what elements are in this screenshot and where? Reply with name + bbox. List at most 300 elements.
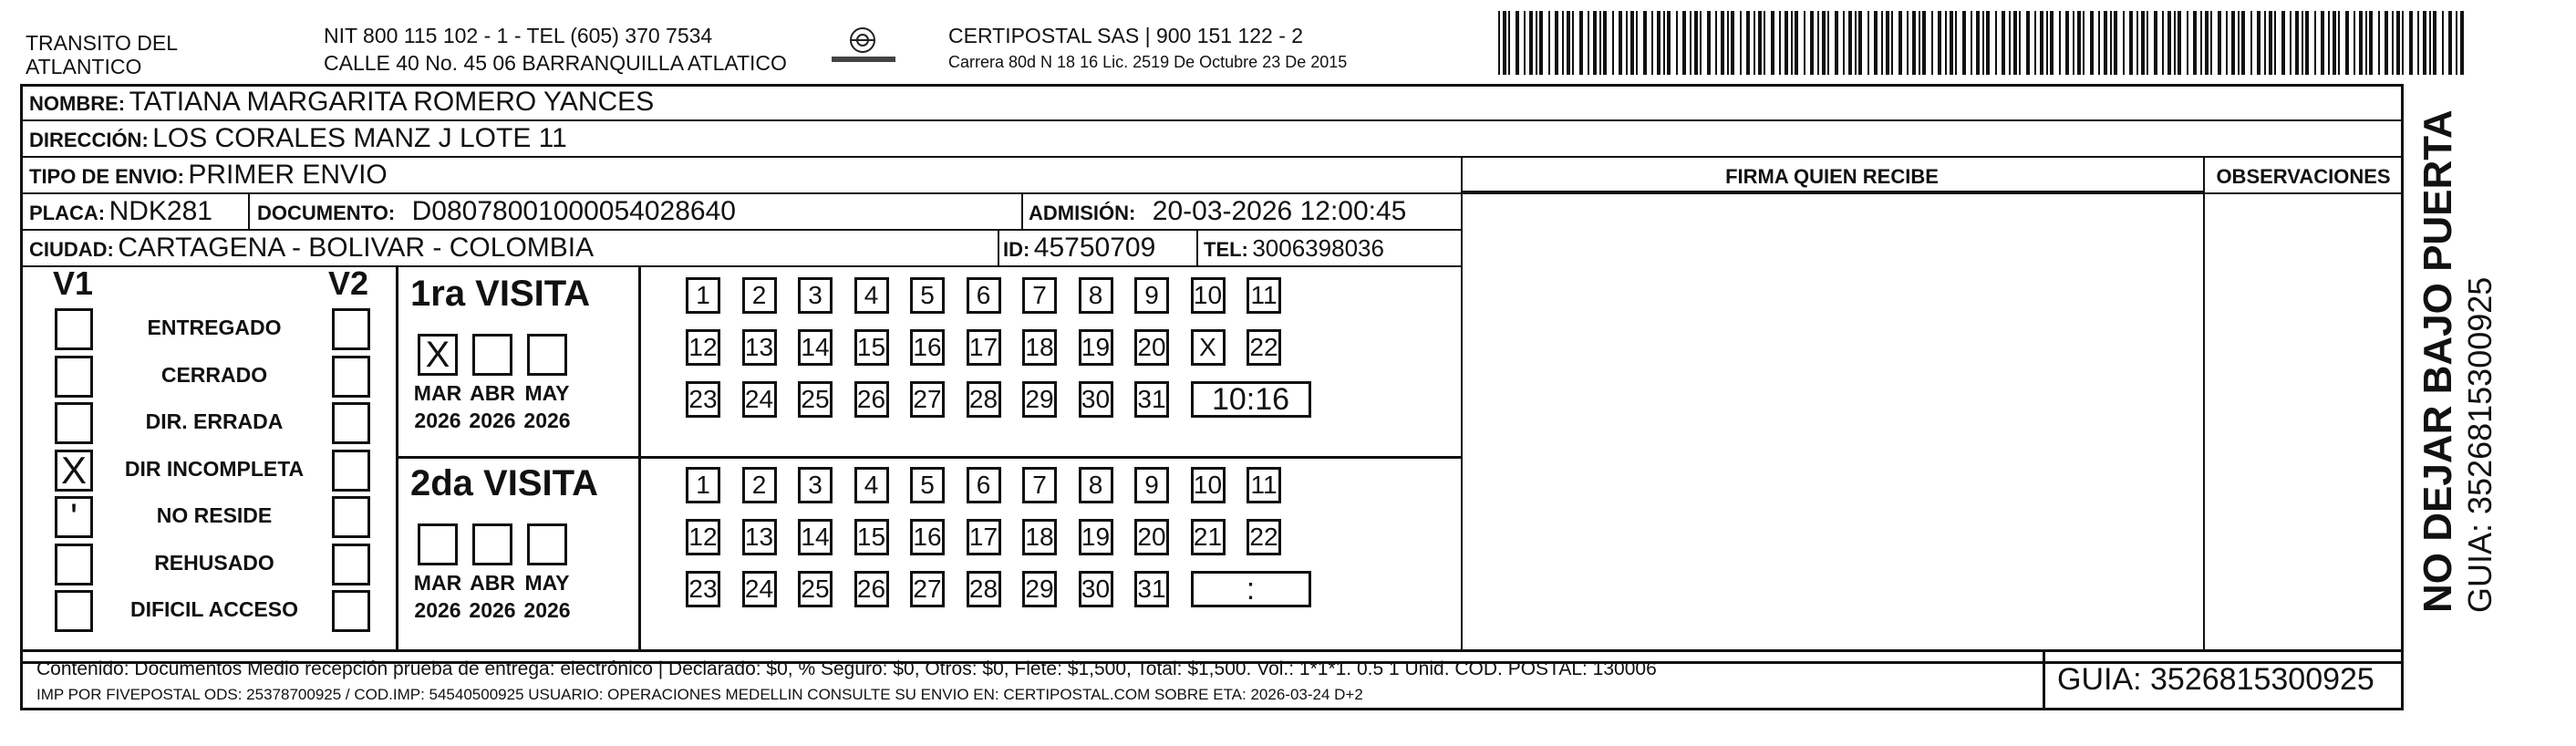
barcode-bar: [2147, 11, 2148, 75]
firma-header: FIRMA QUIEN RECIBE: [1725, 165, 1939, 188]
barcode-bar: [1791, 11, 1793, 75]
barcode-bar: [1593, 11, 1597, 75]
day-cell[interactable]: 5: [910, 467, 945, 503]
barcode-bar: [2136, 11, 2138, 75]
barcode-bar: [1503, 11, 1506, 75]
barcode-bar: [1858, 11, 1862, 75]
divider: [20, 156, 2404, 158]
day-cell[interactable]: 9: [1134, 467, 1169, 503]
entity-contact: [324, 24, 787, 75]
month-label: MAY: [524, 381, 570, 405]
tipo-value: PRIMER ENVIO: [188, 160, 388, 190]
ciudad-field: [29, 233, 594, 264]
barcode-bar: [2114, 11, 2117, 75]
time-field[interactable]: 10:16: [1191, 381, 1311, 418]
barcode-bar: [1676, 11, 1678, 75]
barcode-bar: [2019, 11, 2021, 75]
barcode-bar: [1785, 11, 1788, 75]
v2-checkbox[interactable]: [332, 308, 370, 350]
year-label: 2026: [469, 409, 516, 432]
v1-checkbox[interactable]: X: [55, 450, 93, 492]
day-cell[interactable]: 31: [1134, 571, 1169, 607]
barcode-bar: [2429, 11, 2431, 75]
v1-checkbox[interactable]: [55, 356, 93, 398]
month-checkbox[interactable]: [418, 523, 458, 565]
year-label: 2026: [523, 409, 571, 432]
barcode-bar: [2231, 11, 2235, 75]
day-cell[interactable]: 4: [854, 277, 889, 314]
placa-field: [29, 196, 212, 227]
barcode-bar: [2402, 11, 2404, 75]
day-cell[interactable]: 6: [967, 277, 1001, 314]
barcode-bar: [2073, 11, 2074, 75]
barcode-bar: [1758, 11, 1762, 75]
barcode-bar: [2077, 11, 2081, 75]
barcode-bar: [1874, 11, 1878, 75]
barcode-bar: [2302, 11, 2303, 75]
barcode-bar: [2167, 11, 2171, 75]
barcode-bar: [2264, 11, 2266, 75]
nombre-label: NOMBRE:: [29, 92, 126, 115]
barcode-bar: [1663, 11, 1665, 75]
divider: [20, 192, 2404, 194]
status-label: REHUSADO: [154, 550, 274, 575]
year-label: 2026: [523, 598, 571, 622]
day-cell[interactable]: 29: [1022, 381, 1057, 418]
day-cell[interactable]: 1: [686, 277, 720, 314]
barcode-bar: [2269, 11, 2272, 75]
day-cell[interactable]: 28: [967, 381, 1001, 418]
day-cell[interactable]: 16: [910, 329, 945, 366]
month-label: ABR: [470, 381, 515, 405]
v1-header: V1: [53, 264, 94, 302]
day-cell[interactable]: 14: [798, 519, 833, 555]
day-cell[interactable]: 7: [1022, 467, 1057, 503]
barcode-bar: [2104, 11, 2107, 75]
barcode-bar: [2210, 11, 2212, 75]
month-checkbox[interactable]: X: [418, 334, 458, 376]
day-cell[interactable]: 13: [742, 329, 777, 366]
footer-guia: GUIA: 3526815300925: [2057, 662, 2374, 697]
barcode-bar: [2314, 11, 2316, 75]
day-cell[interactable]: 24: [742, 571, 777, 607]
day-cell[interactable]: 23: [686, 571, 720, 607]
barcode-bar: [1548, 11, 1550, 75]
barcode-bar: [2205, 11, 2209, 75]
barcode-bar: [1727, 11, 1729, 75]
barcode-bar: [2290, 11, 2292, 75]
barcode-bar: [2009, 11, 2011, 75]
v1-checkbox[interactable]: [55, 402, 93, 444]
observaciones-header: OBSERVACIONES: [2216, 165, 2391, 188]
divider: [1461, 156, 1463, 649]
barcode-bar: [1950, 11, 1953, 75]
barcode-bar: [2026, 11, 2030, 75]
barcode-bar: [1843, 11, 1845, 75]
v1-checkbox[interactable]: ': [55, 496, 93, 538]
barcode-bar: [1886, 11, 1889, 75]
day-cell[interactable]: 12: [686, 519, 720, 555]
courier-logo-icon: [848, 26, 877, 55]
documento-label: DOCUMENTO:: [257, 202, 396, 224]
barcode-bar: [1764, 11, 1765, 75]
month-checkbox[interactable]: [472, 523, 512, 565]
barcode-bar: [1707, 11, 1711, 75]
barcode-bar: [1938, 11, 1941, 75]
barcode-bar: [2460, 11, 2464, 75]
barcode-bar: [2123, 11, 2125, 75]
month-label: MAR: [413, 381, 462, 405]
barcode-bar: [1804, 11, 1805, 75]
barcode-bar: [1754, 11, 1755, 75]
v1-checkbox[interactable]: [55, 308, 93, 350]
day-cell[interactable]: 1: [686, 467, 720, 503]
barcode-bar: [1667, 11, 1671, 75]
barcode-bar: [1721, 11, 1724, 75]
day-cell[interactable]: 2: [742, 467, 777, 503]
day-cell[interactable]: 17: [967, 329, 1001, 366]
day-cell[interactable]: 12: [686, 329, 720, 366]
barcode-bar: [1572, 11, 1574, 75]
tel-label: TEL:: [1204, 238, 1248, 261]
barcode-bar: [1612, 11, 1614, 75]
day-cell[interactable]: X: [1191, 329, 1226, 366]
day-cell[interactable]: 11: [1247, 277, 1281, 314]
year-label: 2026: [414, 409, 461, 432]
license-line: Carrera 80d N 18 16 Lic. 2519 De Octubre 23 De 2015: [948, 53, 1348, 71]
day-cell[interactable]: 8: [1079, 277, 1113, 314]
barcode-bar: [2250, 11, 2252, 75]
side-guia: GUIA: 3526815300925: [2461, 276, 2498, 613]
day-cell[interactable]: 2: [742, 277, 777, 314]
barcode-bar: [2034, 11, 2036, 75]
nombre-value: TATIANA MARGARITA ROMERO YANCES: [129, 87, 655, 117]
barcode-bar: [1971, 11, 1972, 75]
day-cell[interactable]: 24: [742, 381, 777, 418]
day-cell[interactable]: 30: [1079, 571, 1113, 607]
day-cell[interactable]: 19: [1079, 329, 1113, 366]
barcode-bar: [1536, 11, 1537, 75]
side-text: [2416, 109, 2517, 613]
barcode-bar: [2333, 11, 2336, 75]
courier-info: [948, 24, 1347, 73]
ciudad-value: CARTAGENA - BOLIVAR - COLOMBIA: [118, 233, 595, 263]
barcode-bar: [1579, 11, 1583, 75]
barcode-bar: [2456, 11, 2457, 75]
admision-field: [1029, 196, 1406, 227]
barcode-bar: [1508, 11, 1510, 75]
barcode-bar: [1682, 11, 1686, 75]
barcode-bar: [2433, 11, 2436, 75]
v2-checkbox[interactable]: [332, 544, 370, 585]
barcode-bar: [1822, 11, 1826, 75]
nit-line: NIT 800 115 102 - 1 - TEL (605) 370 7534: [324, 24, 713, 47]
barcode: [1498, 11, 2465, 75]
barcode-bar: [1912, 11, 1916, 75]
day-cell[interactable]: 23: [686, 381, 720, 418]
barcode-bar: [2013, 11, 2017, 75]
barcode-bar: [1588, 11, 1589, 75]
barcode-bar: [2040, 11, 2043, 75]
barcode-bar: [2178, 11, 2181, 75]
tipo-row: [29, 160, 388, 191]
barcode-bar: [1891, 11, 1893, 75]
visit2-title: 2da VISITA: [410, 463, 598, 503]
barcode-bar: [2396, 11, 2400, 75]
barcode-bar: [2141, 11, 2145, 75]
day-cell[interactable]: 30: [1079, 381, 1113, 418]
barcode-bar: [1630, 11, 1634, 75]
barcode-bar: [1567, 11, 1570, 75]
barcode-bar: [1651, 11, 1653, 75]
barcode-bar: [1976, 11, 1980, 75]
divider: [20, 265, 1461, 267]
v1-checkbox[interactable]: [55, 544, 93, 585]
barcode-bar: [1555, 11, 1558, 75]
barcode-bar: [2338, 11, 2340, 75]
day-cell[interactable]: 9: [1134, 277, 1169, 314]
v2-checkbox[interactable]: [332, 590, 370, 632]
barcode-bar: [2392, 11, 2394, 75]
month-label: MAR: [413, 571, 462, 595]
barcode-bar: [2162, 11, 2164, 75]
id-field: [1003, 233, 1155, 264]
barcode-bar: [1945, 11, 1947, 75]
documento-field: [257, 196, 736, 227]
barcode-bar: [2193, 11, 2197, 75]
barcode-bar: [2409, 11, 2413, 75]
day-cell[interactable]: 14: [798, 329, 833, 366]
placa-label: PLACA:: [29, 202, 106, 224]
barcode-bar: [1982, 11, 1984, 75]
barcode-bar: [2365, 11, 2367, 75]
barcode-bar: [1498, 11, 1500, 75]
day-cell[interactable]: 15: [854, 519, 889, 555]
divider: [20, 649, 2404, 652]
day-cell[interactable]: 4: [854, 467, 889, 503]
barcode-bar: [1619, 11, 1622, 75]
day-cell[interactable]: 16: [910, 519, 945, 555]
status-label: DIR INCOMPLETA: [124, 456, 305, 481]
barcode-bar: [2423, 11, 2426, 75]
barcode-bar: [1539, 11, 1543, 75]
day-cell[interactable]: 3: [798, 467, 833, 503]
barcode-bar: [1962, 11, 1966, 75]
status-label: NO RESIDE: [156, 503, 273, 527]
day-cell[interactable]: 26: [854, 381, 889, 418]
barcode-bar: [2448, 11, 2452, 75]
side-warning: NO DEJAR BAJO PUERTA: [2416, 109, 2460, 613]
day-cell[interactable]: 31: [1134, 381, 1169, 418]
nombre-row: [29, 87, 654, 118]
barcode-bar: [2174, 11, 2176, 75]
day-cell[interactable]: 6: [967, 467, 1001, 503]
barcode-bar: [2442, 11, 2444, 75]
barcode-bar: [2369, 11, 2373, 75]
ciudad-label: CIUDAD:: [29, 238, 114, 261]
day-cell[interactable]: 8: [1079, 467, 1113, 503]
id-label: ID:: [1003, 238, 1030, 261]
barcode-bar: [2218, 11, 2221, 75]
status-label: CERRADO: [160, 362, 268, 387]
day-cell[interactable]: 11: [1247, 467, 1281, 503]
barcode-bar: [1986, 11, 1990, 75]
barcode-bar: [1516, 11, 1519, 75]
day-cell[interactable]: 19: [1079, 519, 1113, 555]
year-label: 2026: [469, 598, 516, 622]
day-cell[interactable]: 22: [1247, 329, 1281, 366]
barcode-bar: [1810, 11, 1814, 75]
day-cell[interactable]: 26: [854, 571, 889, 607]
visit1-title: 1ra VISITA: [410, 274, 591, 314]
barcode-bar: [2002, 11, 2005, 75]
barcode-bar: [1771, 11, 1774, 75]
day-cell[interactable]: 17: [967, 519, 1001, 555]
month-label: MAY: [524, 571, 570, 595]
barcode-bar: [1779, 11, 1781, 75]
barcode-bar: [2321, 11, 2324, 75]
barcode-bar: [2385, 11, 2388, 75]
day-cell[interactable]: 10: [1191, 277, 1226, 314]
barcode-bar: [1881, 11, 1883, 75]
v2-checkbox[interactable]: [332, 402, 370, 444]
imp-text: IMP POR FIVEPOSTAL ODS: 25378700925 / COD.IMP: 54540500925 USUARIO: OPERACIONES MEDELLIN CONSULTE SU ENVIO EN: CERTIPOSTAL.COM SOBRE ETA: 2026-03-24 D+2: [36, 686, 1363, 703]
day-cell[interactable]: 27: [910, 381, 945, 418]
status-label: DIR. ERRADA: [145, 409, 284, 433]
day-cell[interactable]: 5: [910, 277, 945, 314]
barcode-bar: [2257, 11, 2260, 75]
day-cell[interactable]: 13: [742, 519, 777, 555]
day-cell[interactable]: 20: [1134, 329, 1169, 366]
barcode-bar: [1907, 11, 1909, 75]
courier-logo-text-icon: [832, 57, 895, 62]
barcode-bar: [2281, 11, 2285, 75]
barcode-bar: [1835, 11, 1838, 75]
barcode-bar: [2226, 11, 2228, 75]
v2-header: V2: [328, 264, 369, 302]
tel-field: [1204, 234, 1384, 263]
direccion-value: LOS CORALES MANZ J LOTE 11: [152, 123, 567, 153]
barcode-bar: [1848, 11, 1852, 75]
day-cell[interactable]: 25: [798, 571, 833, 607]
barcode-bar: [1603, 11, 1607, 75]
barcode-bar: [2200, 11, 2202, 75]
barcode-bar: [1855, 11, 1857, 75]
barcode-bar: [2046, 11, 2048, 75]
barcode-bar: [1657, 11, 1660, 75]
address-line: CALLE 40 No. 45 06 BARRANQUILLA ATLATICO: [324, 51, 787, 75]
barcode-bar: [2295, 11, 2299, 75]
day-cell[interactable]: 28: [967, 571, 1001, 607]
barcode-bar: [2065, 11, 2069, 75]
barcode-bar: [1746, 11, 1750, 75]
barcode-bar: [1827, 11, 1829, 75]
barcode-bar: [1599, 11, 1601, 75]
entity-line1: TRANSITO DEL: [26, 31, 178, 55]
barcode-bar: [1995, 11, 1997, 75]
barcode-bar: [1626, 11, 1628, 75]
barcode-bar: [2083, 11, 2085, 75]
status-label: DIFICIL ACCESO: [129, 597, 298, 621]
barcode-bar: [2154, 11, 2157, 75]
barcode-bar: [2417, 11, 2419, 75]
barcode-bar: [1931, 11, 1933, 75]
barcode-bar: [1524, 11, 1526, 75]
barcode-bar: [2059, 11, 2061, 75]
barcode-bar: [2345, 11, 2349, 75]
courier-line: CERTIPOSTAL SAS | 900 151 122 - 2: [948, 24, 1304, 47]
barcode-bar: [1955, 11, 1957, 75]
barcode-bar: [1731, 11, 1734, 75]
day-cell[interactable]: 10: [1191, 467, 1226, 503]
barcode-bar: [2354, 11, 2355, 75]
day-cell[interactable]: 27: [910, 571, 945, 607]
admision-value: 20-03-2026 12:00:45: [1152, 196, 1407, 226]
day-cell[interactable]: 7: [1022, 277, 1057, 314]
barcode-bar: [1922, 11, 1926, 75]
barcode-bar: [2359, 11, 2363, 75]
day-cell[interactable]: 3: [798, 277, 833, 314]
v2-checkbox[interactable]: [332, 496, 370, 538]
admision-label: ADMISIÓN:: [1029, 202, 1136, 224]
barcode-bar: [1690, 11, 1691, 75]
barcode-bar: [1529, 11, 1533, 75]
month-checkbox[interactable]: [472, 334, 512, 376]
barcode-bar: [1817, 11, 1819, 75]
year-label: 2026: [414, 598, 461, 622]
time-field[interactable]: :: [1191, 571, 1311, 607]
contenido-text: Contenido: Documentos Medio recepción prueba de entrega: electrónico | Declarado: $0, % Seguro: $0, Otros: $0, Flete: $1,500, Total: $1,500. Vol.: 1*1*1. 0.5 1 Unid. COD. POSTAL: 130006: [36, 658, 1657, 679]
barcode-bar: [1919, 11, 1920, 75]
barcode-bar: [1715, 11, 1717, 75]
day-cell[interactable]: 15: [854, 329, 889, 366]
entity-name: [26, 31, 178, 78]
barcode-bar: [2090, 11, 2094, 75]
barcode-bar: [1694, 11, 1698, 75]
v2-checkbox[interactable]: [332, 356, 370, 398]
entity-line2: ATLANTICO: [26, 55, 142, 78]
barcode-bar: [1643, 11, 1647, 75]
barcode-bar: [2129, 11, 2133, 75]
v2-checkbox[interactable]: [332, 450, 370, 492]
barcode-bar: [1867, 11, 1869, 75]
month-checkbox[interactable]: [527, 334, 567, 376]
v1-checkbox[interactable]: [55, 590, 93, 632]
placa-value: NDK281: [109, 196, 212, 226]
day-cell[interactable]: 18: [1022, 519, 1057, 555]
barcode-bar: [2305, 11, 2309, 75]
direccion-label: DIRECCIÓN:: [29, 129, 149, 151]
day-cell[interactable]: 20: [1134, 519, 1169, 555]
id-value: 45750709: [1033, 233, 1156, 263]
barcode-bar: [2098, 11, 2100, 75]
barcode-bar: [2050, 11, 2054, 75]
day-cell[interactable]: 22: [1247, 519, 1281, 555]
day-cell[interactable]: 25: [798, 381, 833, 418]
day-cell[interactable]: 29: [1022, 571, 1057, 607]
month-checkbox[interactable]: [527, 523, 567, 565]
barcode-bar: [2110, 11, 2112, 75]
barcode-bar: [2241, 11, 2245, 75]
day-cell[interactable]: 21: [1191, 519, 1226, 555]
direccion-row: [29, 123, 567, 154]
barcode-bar: [1636, 11, 1638, 75]
day-cell[interactable]: 18: [1022, 329, 1057, 366]
barcode-bar: [2238, 11, 2240, 75]
barcode-bar: [2378, 11, 2380, 75]
barcode-bar: [1700, 11, 1702, 75]
divider: [20, 119, 2404, 121]
